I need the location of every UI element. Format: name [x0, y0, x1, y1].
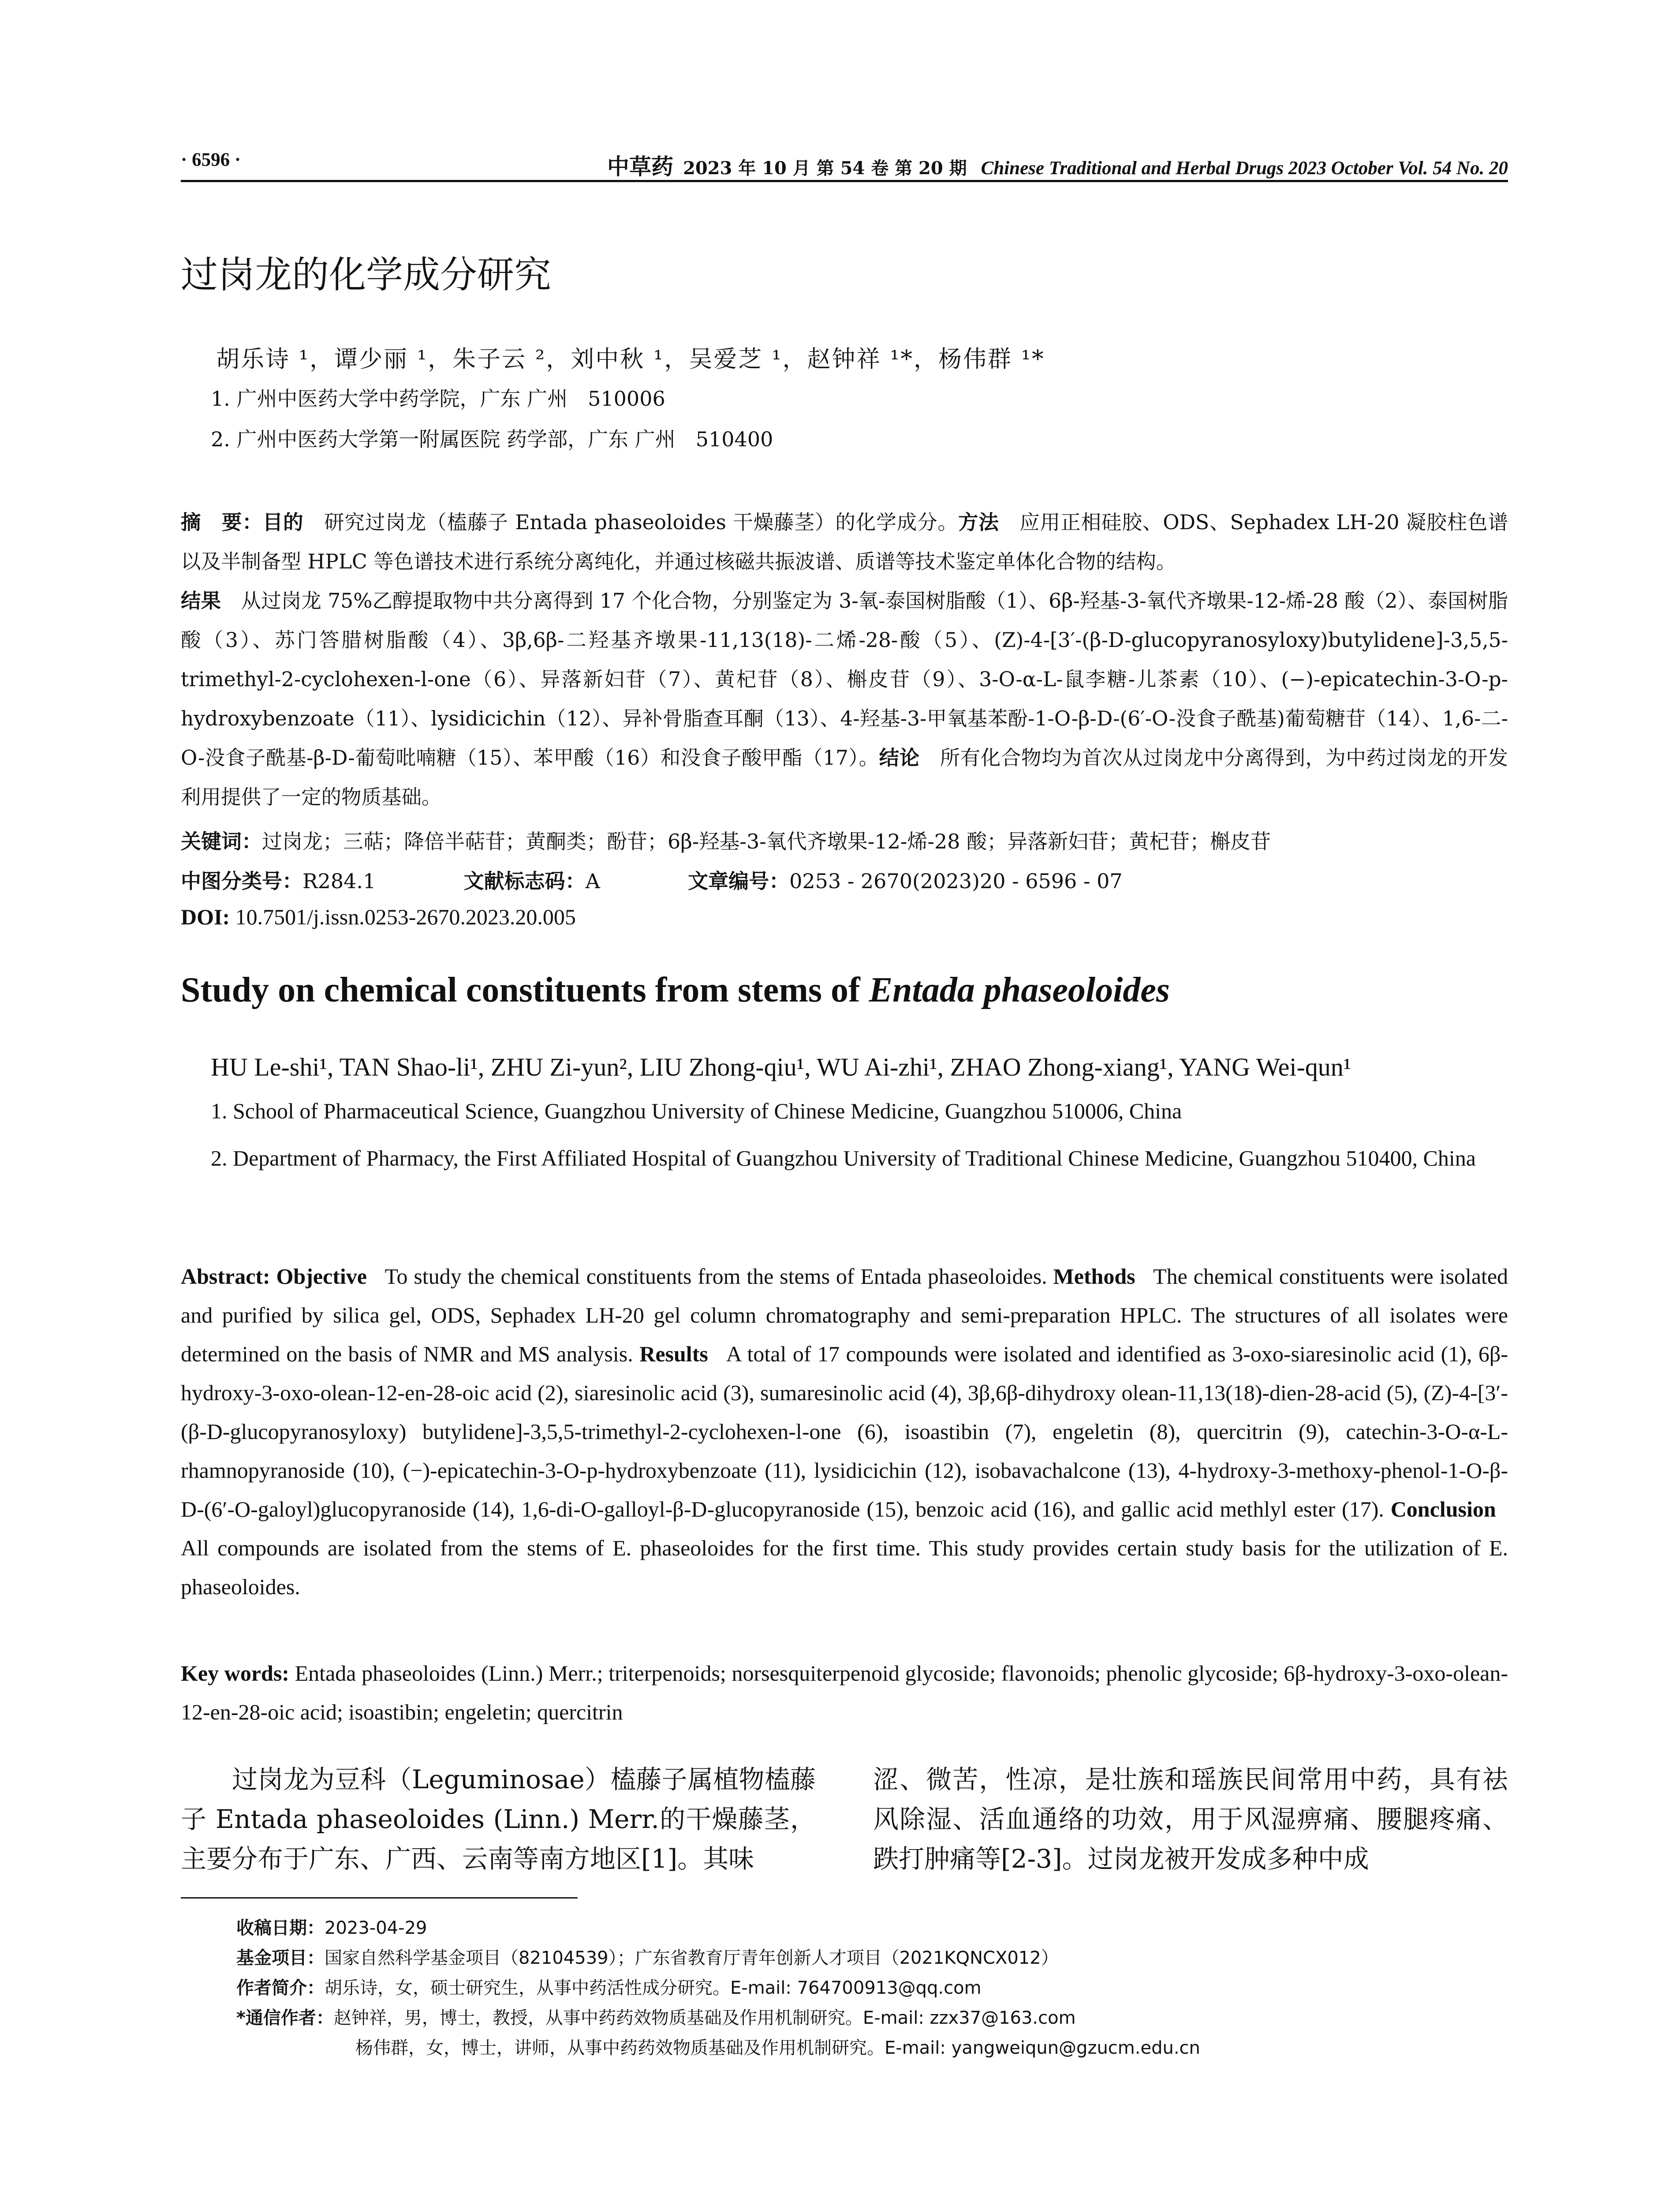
en-abstract-label: Abstract: [181, 1264, 270, 1289]
en-objective-label: Objective [276, 1264, 367, 1289]
en-results-label: Results [639, 1342, 708, 1366]
cn-abstract-label: 摘 要： [181, 511, 263, 534]
cn-methods: 应用正相硅胶、ODS、Sephadex LH-20 凝胶柱色谱以及半制备型 HPLC 等色谱技术进行系统分离纯化，并通过核磁共振波谱、质谱等技术鉴定单体化合物的结构。 [181, 511, 1508, 573]
cn-conclusion: 所有化合物均为首次从过岗龙中分离得到，为中药过岗龙的开发利用提供了一定的物质基础。 [181, 746, 1508, 809]
issue-date-cn: 2023 年 10 月 第 54 卷 第 20 期 [683, 158, 967, 179]
footnote-author [236, 1974, 982, 1999]
cn-objective: 研究过岗龙（榼藤子 Entada phaseoloides 干燥藤茎）的化学成分。 [324, 511, 958, 534]
cn-keywords-text: 过岗龙；三萜；降倍半萜苷；黄酮类；酚苷；6β-羟基-3-氧代齐墩果-12-烯-28 酸；异落新妇苷；黄杞苷；槲皮苷 [262, 830, 1271, 853]
en-objective: To study the chemical constituents from the stems of Entada phaseoloides. [385, 1264, 1047, 1289]
journal-name-en: Chinese Traditional and Herbal Drugs 2023 October Vol. 54 No. 20 [981, 158, 1508, 179]
received-label: 收稿日期： [236, 1918, 325, 1938]
cn-conclusion-label: 结论 [879, 746, 920, 770]
en-title [181, 970, 1170, 1010]
author-text: 胡乐诗，女，硕士研究生，从事中药活性成分研究。E-mail: 764700913@qq.com [325, 1978, 982, 1998]
cn-methods-label: 方法 [958, 511, 999, 534]
cn-objective-label: 目的 [262, 511, 304, 534]
en-affiliation-2: 2. Department of Pharmacy, the First Affiliated Hospital of Guangzhou University of Traditional Chinese Medicine, Guangzhou 510400, China [211, 1146, 1476, 1170]
received-date: 2023-04-29 [325, 1918, 427, 1938]
footnote-received [236, 1914, 427, 1939]
en-keywords [181, 1654, 1508, 1731]
footnote-rule [181, 1897, 578, 1899]
cn-results: 从过岗龙 75%乙醇提取物中共分离得到 17 个化合物，分别鉴定为 3-氧-泰国树脂酸（1）、6β-羟基-3-氧代齐墩果-12-烯-28 酸（2）、泰国树脂酸（3）、苏门答腊树脂酸（4）、3β,6β-二羟基齐墩果-11,13(18)-二烯-28-酸（5）、(Z)-4-[3′-(β-D-glucopyranosyloxy)butylidene]-3,5,5-trimethyl-2-cyclohexen-l-one（6）、异落新妇苷（7）、黄杞苷（8）、槲皮苷（9）、3-O-α-L-鼠李糖-儿茶素（10）、(−)-epicatechin-3-O-p-hydroxybenzoate（11）、lysidicichin（12）、异补骨脂查耳酮（13）、4-羟基-3-甲氧基苯酚-1-O-β-D-(6′-O-没食子酰基)葡萄糖苷（14）、1,6-二-O-没食子酰基-β-D-葡萄吡喃糖（15）、苯甲酸（16）和没食子酸甲酯（17）。 [181, 589, 1508, 770]
body-column-right: 涩、微苦，性凉，是壮族和瑶族民间常用中药，具有祛风除湿、活血通络的功效，用于风湿痹痛、腰腿疼痛、跌打肿痛等[2-3]。过岗龙被开发成多种中成 [873, 1764, 1508, 1874]
cn-affiliation-2: 2. 广州中医药大学第一附属医院 药学部，广东 广州 510400 [211, 427, 773, 451]
cn-title: 过岗龙的化学成分研究 [181, 253, 552, 296]
cn-results-label: 结果 [181, 589, 221, 613]
footnote-corresponding [236, 2004, 1076, 2029]
en-affiliation-1: 1. School of Pharmaceutical Science, Guangzhou University of Chinese Medicine, Guangzhou 510006, China [211, 1099, 1182, 1123]
cn-keywords-label: 关键词： [181, 830, 262, 853]
article-no-value: 0253 - 2670(2023)20 - 6596 - 07 [789, 869, 1123, 893]
en-title-species: Entada phaseoloides [869, 971, 1170, 1009]
cn-affiliation-1: 1. 广州中医药大学中药学院，广东 广州 510006 [211, 387, 665, 411]
doi-label: DOI: [181, 904, 230, 929]
cn-authors: 胡乐诗 ¹，谭少丽 ¹，朱子云 ²，刘中秋 ¹，吴爱芝 ¹，赵钟祥 ¹*，杨伟群 ¹* [216, 346, 1045, 373]
en-title-plain: Study on chemical constituents from stems of [181, 971, 869, 1009]
running-header [181, 140, 1508, 182]
page-number: · 6596 · [181, 149, 241, 170]
en-conclusion: All compounds are isolated from the stems of E. phaseoloides for the first time. This study provides certain study basis for the utilization of E. phaseoloides. [181, 1536, 1508, 1599]
cn-keywords [181, 826, 1271, 855]
doi [181, 904, 576, 930]
footnote-fund [236, 1944, 1059, 1969]
en-conclusion-label: Conclusion [1390, 1497, 1496, 1521]
journal-info [607, 149, 1508, 181]
en-methods: The chemical constituents were isolated and purified by silica gel, ODS, Sephadex LH-20 gel column chromatography and semi-preparation HPLC. The structures of all isolates were determined on the basis of NMR and MS analysis. [181, 1264, 1508, 1366]
clc-label: 中图分类号： [181, 869, 302, 893]
doi-value: 10.7501/j.issn.0253-2670.2023.20.005 [235, 904, 576, 929]
fund-label: 基金项目： [236, 1948, 325, 1968]
en-keywords-label: Key words: [181, 1661, 289, 1686]
en-keywords-text: Entada phaseoloides (Linn.) Merr.; triterpenoids; norsesquiterpenoid glycoside; flavonoids; phenolic glycoside; 6β-hydroxy-3-oxo-olean-12-en-28-oic acid; isoastibin; engeletin; quercitrin [181, 1661, 1508, 1724]
fund-text: 国家自然科学基金项目（82104539）；广东省教育厅青年创新人才项目（2021KQNCX012） [325, 1948, 1059, 1968]
doc-code-label: 文献标志码： [463, 869, 586, 893]
article-no-label: 文章编号： [688, 869, 790, 893]
corr-text-1: 赵钟祥，男，博士，教授，从事中药药效物质基础及作用机制研究。E-mail: zzx37@163.com [333, 2008, 1076, 2028]
cn-classification [181, 865, 1123, 894]
footnote-corresponding-2: 杨伟群，女，博士，讲师，从事中药药效物质基础及作用机制研究。E-mail: yangweiqun@gzucm.edu.cn [355, 2038, 1200, 2058]
author-label: 作者简介： [236, 1978, 325, 1998]
doc-code-value: A [585, 869, 600, 893]
corr-label: *通信作者： [236, 2008, 334, 2028]
body-column-left: 过岗龙为豆科（Leguminosae）榼藤子属植物榼藤子 Entada phaseoloides (Linn.) Merr.的干燥藤茎，主要分布于广东、广西、云南等南方地区[1]。其味 [181, 1764, 816, 1874]
en-results: A total of 17 compounds were isolated and identified as 3-oxo-siaresinolic acid (1), 6β-hydroxy-3-oxo-olean-12-en-28-oic acid (2), siaresinolic acid (3), sumaresinolic acid (4), 3β,6β-dihydroxy olean-11,13(18)-dien-28-acid (5), (Z)-4-[3′-(β-D-glucopyranosyloxy) butylidene]-3,5,5-trimethyl-2-cyclohexen-l-one (6), isoastibin (7), engeletin (8), quercitrin (9), catechin-3-O-α-L-rhamnopyranoside (10), (−)-epicatechin-3-O-p-hydroxybenzoate (11), lysidicichin (12), isobavachalcone (13), 4-hydroxy-3-methoxy-phenol-1-O-β-D-(6′-O-galoyl)glucopyranoside (14), 1,6-di-O-galloyl-β-D-glucopyranoside (15), benzoic acid (16), and gallic acid methlyl ester (17). [181, 1342, 1508, 1521]
en-abstract [181, 1257, 1508, 1606]
en-methods-label: Methods [1053, 1264, 1135, 1289]
en-authors: HU Le-shi¹, TAN Shao-li¹, ZHU Zi-yun², LIU Zhong-qiu¹, WU Ai-zhi¹, ZHAO Zhong-xiang¹, YANG Wei-qun¹ [211, 1053, 1351, 1081]
journal-name-cn: 中草药 [607, 153, 673, 179]
cn-abstract [181, 503, 1508, 817]
clc-value: R284.1 [302, 869, 376, 893]
